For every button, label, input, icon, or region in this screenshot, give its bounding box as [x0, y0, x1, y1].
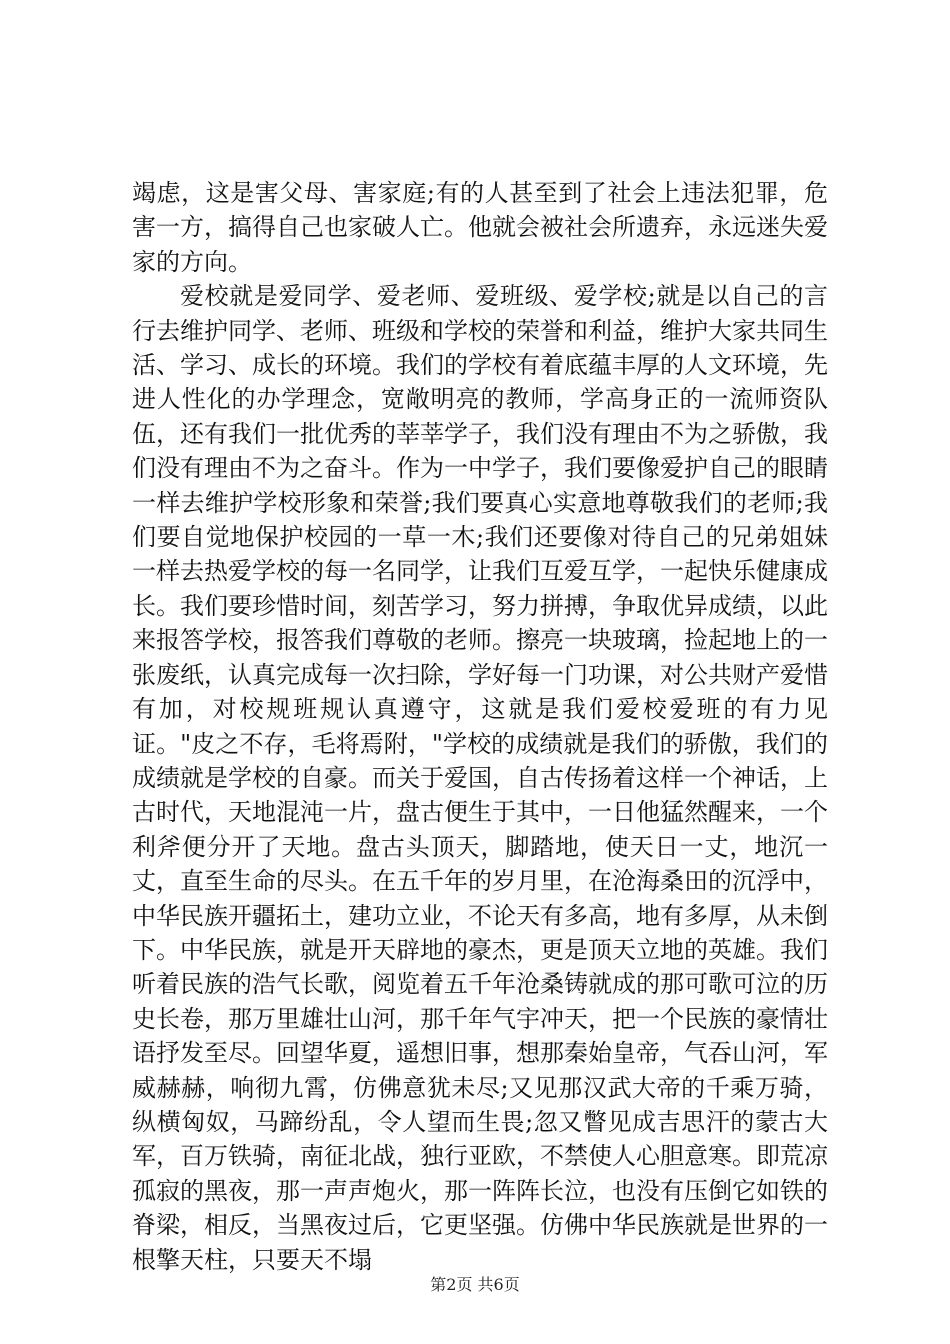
page-number-footer: 第2页 共6页	[430, 1275, 520, 1294]
document-body	[132, 176, 828, 1277]
paragraph-love-school-and-country: 爱校就是爱同学、爱老师、爱班级、爱学校;就是以自己的言行去维护同学、老师、班级和学校的荣誉和利益，维护大家共同生活、学习、成长的环境。我们的学校有着底蕴丰厚的人文环境，先进人性化的办学理念，宽敞明亮的教师，学高身正的一流师资队伍，还有我们一批优秀的莘莘学子，我们没有理由不为之骄傲，我们没有理由不为之奋斗。作为一中学子，我们要像爱护自己的眼睛一样去维护学校形象和荣誉;我们要真心实意地尊敬我们的老师;我们要自觉地保护校园的一草一木;我们还要像对待自己的兄弟姐妹一样去热爱学校的每一名同学，让我们互爱互学，一起快乐健康成长。我们要珍惜时间，刻苦学习，努力拼搏，争取优异成绩，以此来报答学校，报答我们尊敬的老师。擦亮一块玻璃，捡起地上的一张废纸，认真完成每一次扫除，学好每一门功课，对公共财产爱惜有加，对校规班规认真遵守，这就是我们爱校爱班的有力见证。"皮之不存，毛将焉附，"学校的成绩就是我们的骄傲，我们的成绩就是学校的自豪。而关于爱国，自古传扬着这样一个神话，上古时代，天地混沌一片，盘古便生于其中，一日他猛然醒来，一个利斧便分开了天地。盘古头顶天，脚踏地，使天日一丈，地沉一丈，直至生命的尽头。在五千年的岁月里，在沧海桑田的沉浮中，中华民族开疆拓土，建功立业，不论天有多高，地有多厚，从未倒下。中华民族，就是开天辟地的豪杰，更是顶天立地的英雄。我们听着民族的浩气长歌，阅览着五千年沧桑铸就成的那可歌可泣的历史长卷，那万里雄壮山河，那千年气宇冲天，把一个民族的豪情壮语抒发至尽。回望华夏，遥想旧事，想那秦始皇帝，气吞山河，军威赫赫，响彻九霄，仿佛意犹未尽;又见那汉武大帝的千乘万骑，纵横匈奴，马蹄纷乱，令人望而生畏;忽又瞥见成吉思汗的蒙古大军，百万铁骑，南征北战，独行亚欧，不禁使人心胆意寒。即荒凉孤寂的黑夜，那一声声炮火，那一阵阵长泣，也没有压倒它如铁的脊梁，相反，当黑夜过后，它更坚强。仿佛中华民族就是世界的一根擎天柱，只要天不塌	[132, 282, 828, 1274]
paragraph-continued: 竭虑，这是害父母、害家庭;有的人甚至到了社会上违法犯罪，危害一方，搞得自己也家破人亡。他就会被社会所遗弃，永远迷失爱家的方向。	[132, 179, 828, 276]
